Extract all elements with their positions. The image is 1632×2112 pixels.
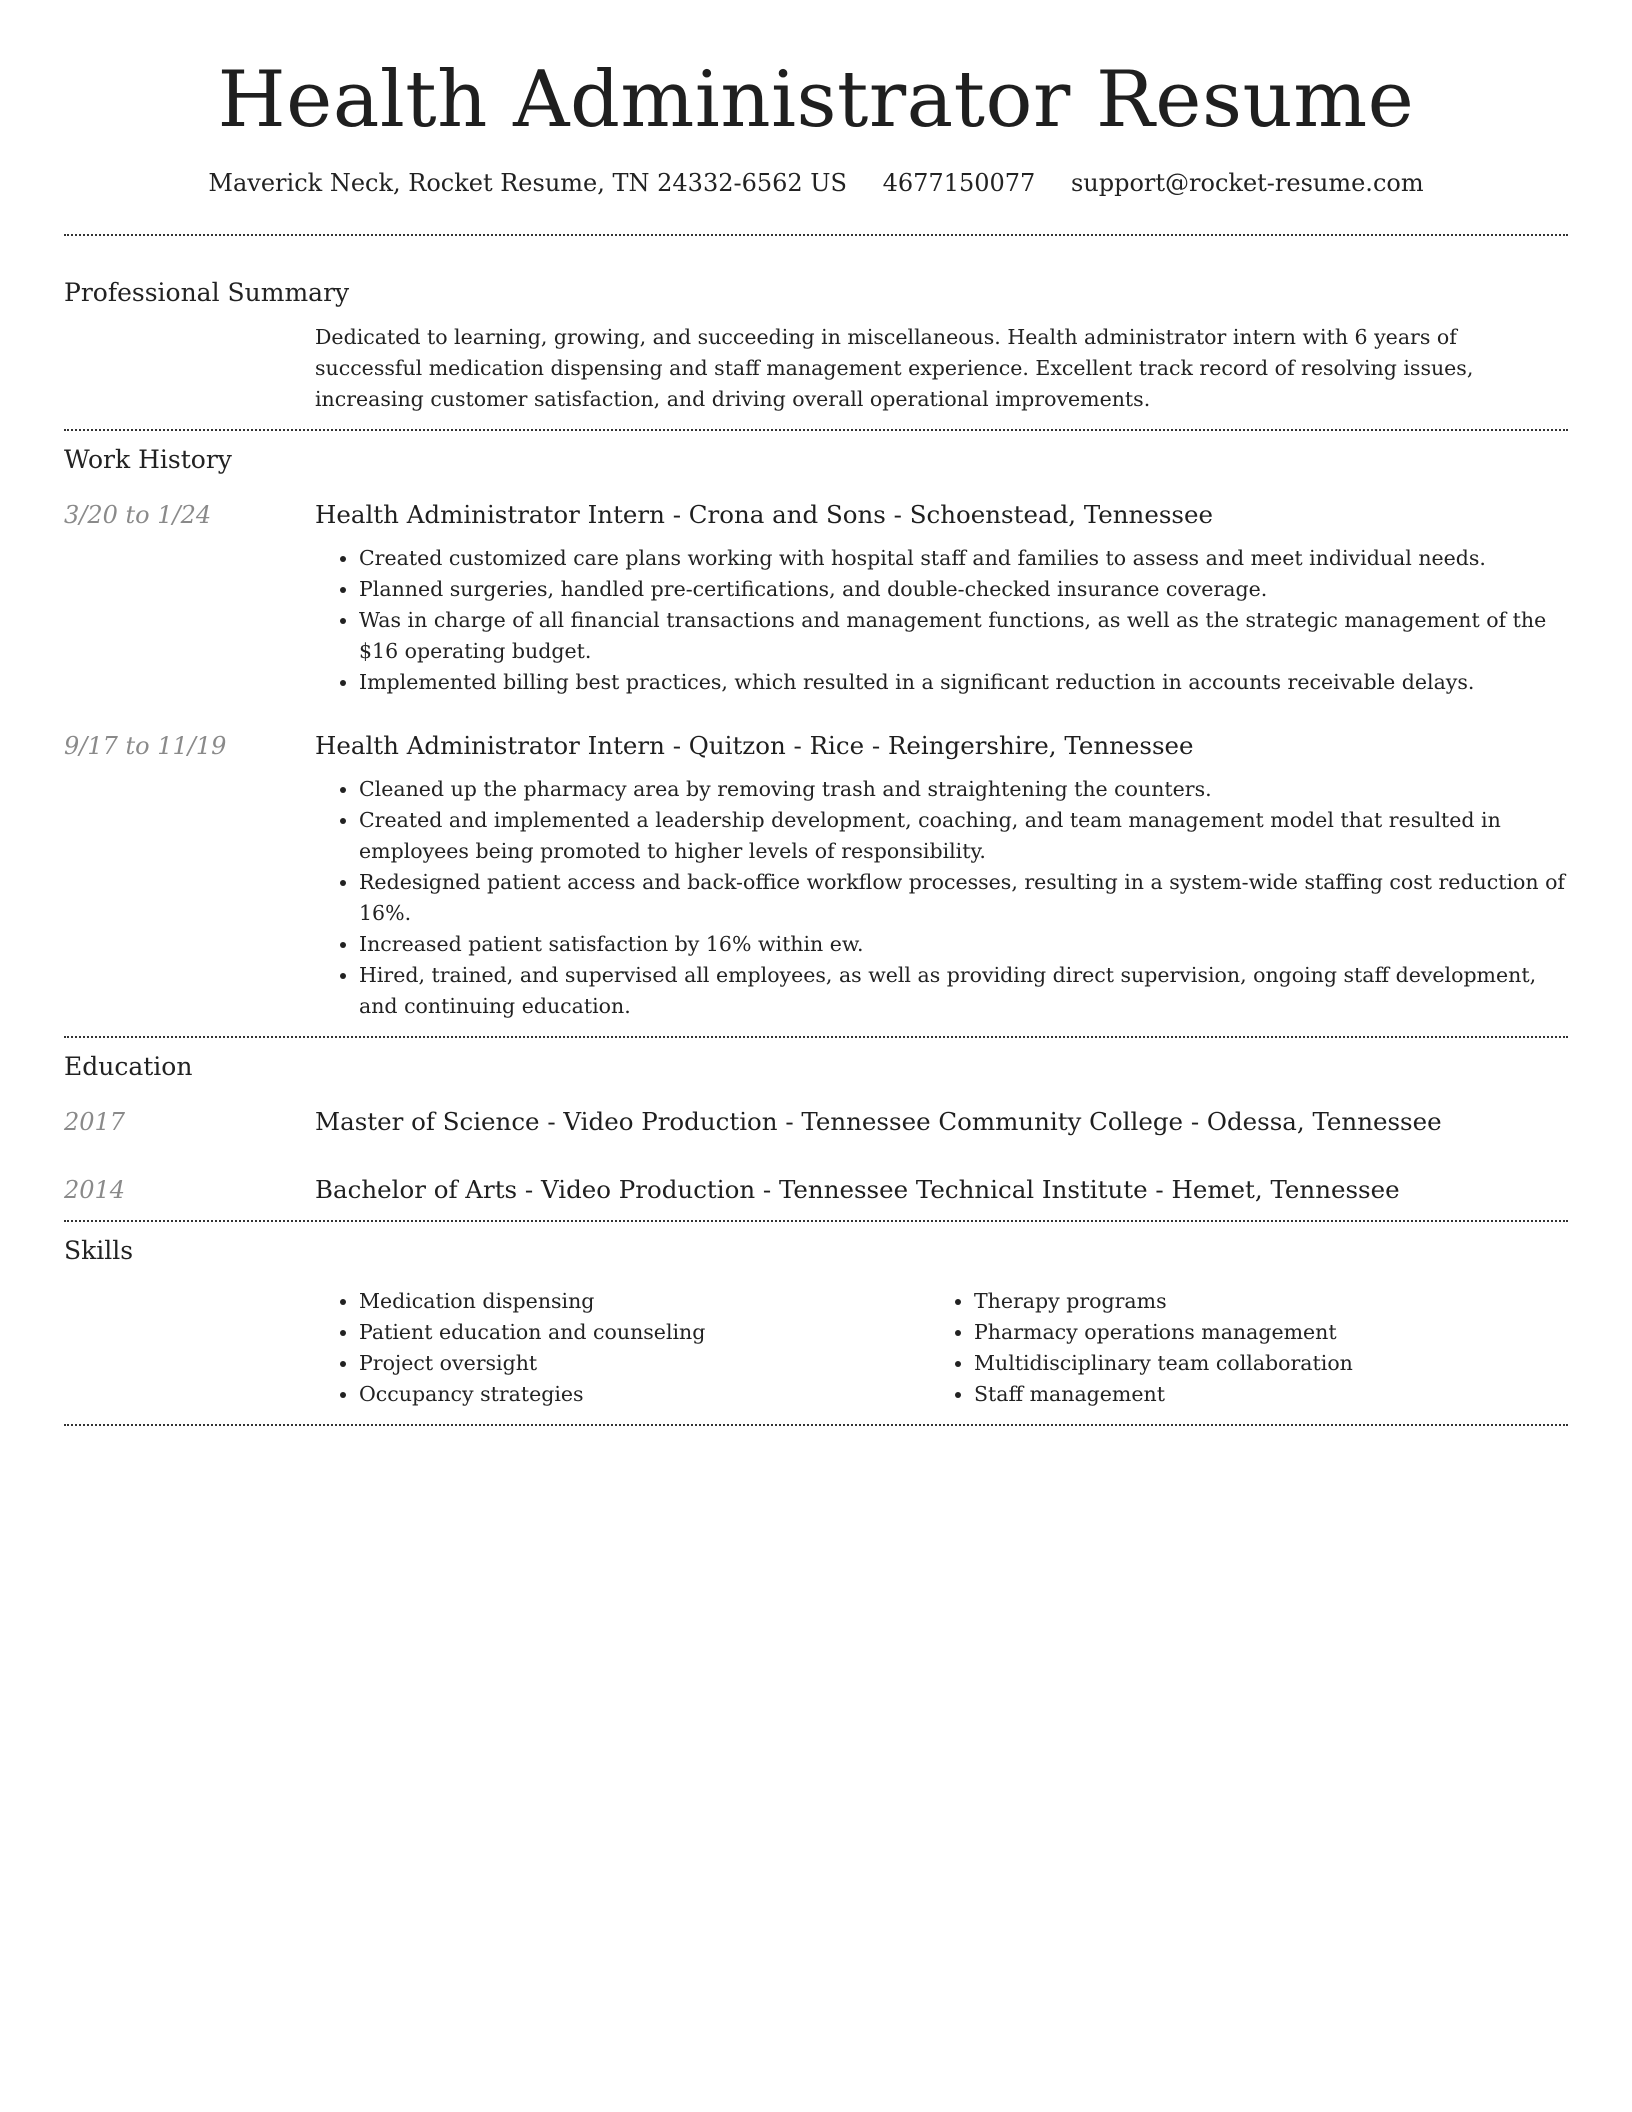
job-entry: [64, 497, 1568, 698]
skill-item: • Staff management: [974, 1379, 1545, 1410]
education-year: 2014: [64, 1176, 126, 1204]
skill-item: • Medication dispensing: [359, 1286, 930, 1317]
contact-address: Maverick Neck, Rocket Resume, TN 24332-6562 US: [208, 169, 847, 197]
skill-item: • Multidisciplinary team collaboration: [974, 1348, 1545, 1379]
job-bullet: • Redesigned patient access and back-office workflow processes, resulting in a system-wide staffing cost reduction of 16%.: [359, 867, 1568, 929]
job-dates: 3/20 to 1/24: [64, 501, 212, 529]
skill-item: • Occupancy strategies: [359, 1379, 930, 1410]
section-title-skills: Skills: [64, 1236, 134, 1265]
skill-item: • Pharmacy operations management: [974, 1317, 1545, 1348]
divider: [64, 429, 1568, 431]
education-entry: [64, 1104, 1568, 1140]
summary-text: Dedicated to learning, growing, and succeeding in miscellaneous. Health administrator intern with 6 years of successful medication dispensing and staff management experience. Excellent track record of resolving issues, increasing customer satisfaction, and driving overall operational improvements.: [315, 325, 1474, 411]
job-bullet: • Increased patient satisfaction by 16% within ew.: [359, 929, 1568, 960]
divider: [64, 234, 1568, 236]
skills-column-left: [315, 1286, 930, 1410]
resume-title: Health Administrator Resume: [217, 55, 1415, 145]
job-headline: Health Administrator Intern - Quitzon - Rice - Reingershire, Tennessee: [315, 731, 1194, 760]
education-year: 2017: [64, 1108, 126, 1136]
skills-column-right: [930, 1286, 1545, 1410]
divider: [64, 1220, 1568, 1222]
divider: [64, 1036, 1568, 1038]
job-dates: 9/17 to 11/19: [64, 732, 227, 760]
contact-line: [64, 166, 1568, 200]
job-bullet: • Created customized care plans working with hospital staff and families to assess and meet individual needs.: [359, 543, 1568, 574]
education-entry: [64, 1172, 1568, 1208]
section-title-work-history: Work History: [64, 445, 232, 474]
contact-email: support@rocket-resume.com: [1070, 169, 1424, 197]
job-body: [315, 497, 1568, 698]
section-title-summary: Professional Summary: [64, 278, 350, 307]
job-bullets: [315, 774, 1568, 1022]
skill-item: • Project oversight: [359, 1348, 930, 1379]
contact-phone: 4677150077: [882, 169, 1036, 197]
job-bullet: • Planned surgeries, handled pre-certifications, and double-checked insurance coverage.: [359, 574, 1568, 605]
divider: [64, 1424, 1568, 1426]
job-bullet: • Created and implemented a leadership development, coaching, and team management model that resulted in employees being promoted to higher levels of responsibility.: [359, 805, 1568, 867]
section-title-education: Education: [64, 1052, 193, 1081]
job-headline: Health Administrator Intern - Crona and Sons - Schoenstead, Tennessee: [315, 500, 1213, 529]
job-body: [315, 728, 1568, 1022]
job-bullet: • Was in charge of all financial transactions and management functions, as well as the strategic management of the $16 operating budget.: [359, 605, 1568, 667]
skills-list: [315, 1286, 1568, 1410]
education-headline: Bachelor of Arts - Video Production - Tennessee Technical Institute - Hemet, Tennessee: [315, 1175, 1400, 1204]
job-entry: [64, 728, 1568, 1022]
resume-page: [64, 0, 1568, 1426]
skill-item: • Patient education and counseling: [359, 1317, 930, 1348]
job-bullets: [315, 543, 1568, 698]
job-bullet: • Hired, trained, and supervised all employees, as well as providing direct supervision, ongoing staff development, and continuing education.: [359, 960, 1568, 1022]
education-headline: Master of Science - Video Production - Tennessee Community College - Odessa, Tennessee: [315, 1107, 1442, 1136]
skill-item: • Therapy programs: [974, 1286, 1545, 1317]
job-bullet: • Cleaned up the pharmacy area by removing trash and straightening the counters.: [359, 774, 1568, 805]
job-bullet: • Implemented billing best practices, which resulted in a significant reduction in accounts receivable delays.: [359, 667, 1568, 698]
